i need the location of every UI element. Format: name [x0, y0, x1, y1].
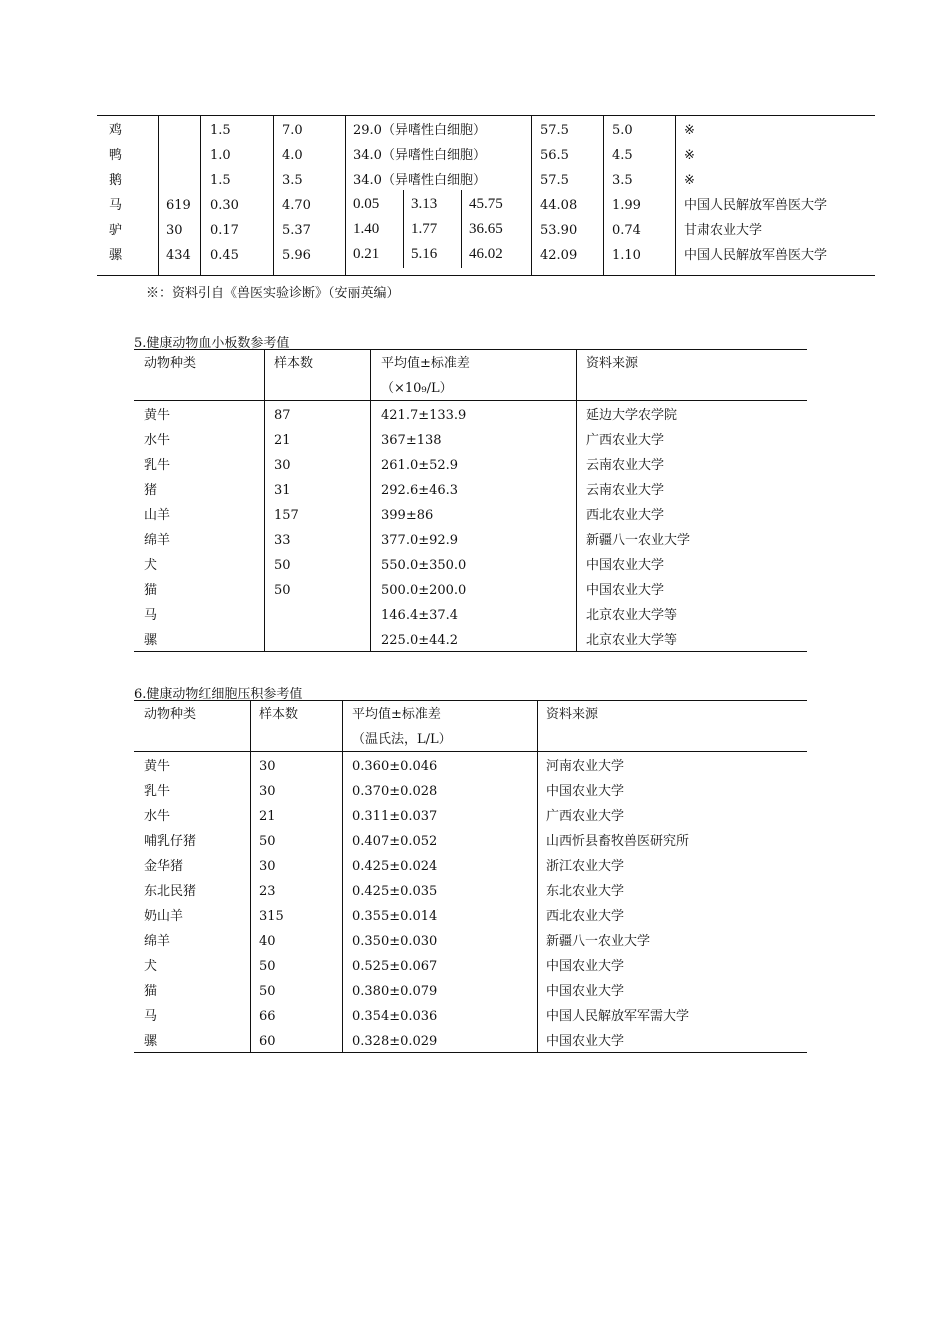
- table-rule: [134, 651, 807, 652]
- value-cell: 1.5: [210, 173, 231, 188]
- source-cell: 广西农业大学: [546, 809, 625, 824]
- table-rule: [97, 275, 875, 276]
- sample-size-cell: 30: [166, 223, 183, 238]
- source-cell: 中国农业大学: [586, 583, 665, 598]
- sample-size-cell: 434: [166, 248, 191, 263]
- value-cell: 0.05: [353, 196, 380, 212]
- column-divider: [250, 700, 251, 1052]
- table-rule: [134, 349, 807, 350]
- mean-sd-cell: 261.0±52.9: [381, 458, 459, 473]
- sample-size-cell: 66: [259, 1009, 276, 1024]
- animal-cell: 乳牛: [144, 784, 171, 799]
- column-divider: [537, 700, 538, 1052]
- table-rule: [97, 115, 875, 116]
- animal-cell: 绵羊: [144, 533, 171, 548]
- mean-sd-cell: 0.355±0.014: [352, 909, 438, 924]
- animal-cell: 黄牛: [144, 408, 171, 423]
- value-cell: 0.17: [210, 223, 239, 238]
- sample-size-cell: 60: [259, 1034, 276, 1049]
- value-cell: 0.30: [210, 198, 239, 213]
- mean-sd-cell: 0.525±0.067: [352, 959, 438, 974]
- sample-size-cell: 23: [259, 884, 276, 899]
- source-cell: 中国农业大学: [586, 558, 665, 573]
- source-cell: 新疆八一农业大学: [586, 533, 691, 548]
- header-source: 资料来源: [586, 356, 639, 371]
- source-cell: 广西农业大学: [586, 433, 665, 448]
- sample-size-cell: 50: [259, 959, 276, 974]
- header-unit: （×10₉/L）: [381, 381, 453, 396]
- animal-cell: 水牛: [144, 433, 171, 448]
- sample-size-cell: 30: [259, 759, 276, 774]
- animal-cell: 奶山羊: [144, 909, 184, 924]
- header-sample-size: 样本数: [259, 707, 299, 722]
- value-cell: 3.5: [612, 173, 633, 188]
- header-mean-sd: 平均值±标准差: [381, 356, 470, 371]
- column-divider: [342, 700, 343, 1052]
- animal-cell: 猫: [144, 984, 158, 999]
- source-cell: 云南农业大学: [586, 483, 665, 498]
- sample-size-cell: 315: [259, 909, 284, 924]
- animal-cell: 马: [109, 198, 123, 213]
- value-cell: 36.65: [469, 221, 503, 237]
- value-cell: 0.74: [612, 223, 641, 238]
- source-cell: ※: [684, 123, 695, 138]
- source-note: ※：资料引自《兽医实验诊断》（安丽英编）: [146, 286, 400, 301]
- source-cell: 中国农业大学: [546, 984, 625, 999]
- source-cell: 中国农业大学: [546, 784, 625, 799]
- animal-cell: 鸡: [109, 123, 123, 138]
- source-cell: 延边大学农学院: [586, 408, 678, 423]
- animal-cell: 猪: [144, 483, 158, 498]
- value-cell: 34.0（异嗜性白细胞）: [353, 148, 486, 163]
- value-cell: 0.21: [353, 246, 380, 262]
- column-divider: [345, 115, 346, 275]
- value-cell: 3.13: [411, 196, 438, 212]
- mean-sd-cell: 377.0±92.9: [381, 533, 459, 548]
- animal-cell: 骡: [144, 1034, 158, 1049]
- column-divider: [264, 349, 265, 651]
- mean-sd-cell: 292.6±46.3: [381, 483, 459, 498]
- source-cell: 山西忻县畜牧兽医研究所: [546, 834, 690, 849]
- value-cell: 0.45: [210, 248, 239, 263]
- header-animal: 动物种类: [144, 707, 197, 722]
- sample-size-cell: 87: [274, 408, 291, 423]
- value-cell: 7.0: [282, 123, 303, 138]
- animal-cell: 哺乳仔猪: [144, 834, 197, 849]
- sample-size-cell: 50: [274, 583, 291, 598]
- column-divider: [158, 115, 159, 275]
- animal-cell: 山羊: [144, 508, 171, 523]
- source-cell: 甘肃农业大学: [684, 223, 763, 238]
- value-cell: 5.96: [282, 248, 311, 263]
- animal-cell: 犬: [144, 558, 158, 573]
- source-cell: 浙江农业大学: [546, 859, 625, 874]
- column-divider: [461, 190, 462, 268]
- source-cell: 北京农业大学等: [586, 633, 678, 648]
- animal-cell: 马: [144, 608, 158, 623]
- source-cell: 中国农业大学: [546, 959, 625, 974]
- column-divider: [675, 115, 676, 275]
- table-rule: [134, 1052, 807, 1053]
- table-rule: [134, 700, 807, 701]
- value-cell: 4.70: [282, 198, 311, 213]
- value-cell: 1.77: [411, 221, 438, 237]
- value-cell: 4.0: [282, 148, 303, 163]
- sample-size-cell: 30: [259, 784, 276, 799]
- value-cell: 5.37: [282, 223, 311, 238]
- column-divider: [531, 115, 532, 275]
- sample-size-cell: 619: [166, 198, 191, 213]
- animal-cell: 骡: [144, 633, 158, 648]
- animal-cell: 驴: [109, 223, 123, 238]
- value-cell: 42.09: [540, 248, 578, 263]
- sample-size-cell: 33: [274, 533, 291, 548]
- mean-sd-cell: 550.0±350.0: [381, 558, 467, 573]
- sample-size-cell: 21: [259, 809, 276, 824]
- column-divider: [200, 115, 201, 275]
- column-divider: [576, 349, 577, 651]
- source-cell: ※: [684, 173, 695, 188]
- mean-sd-cell: 500.0±200.0: [381, 583, 467, 598]
- source-cell: ※: [684, 148, 695, 163]
- header-source: 资料来源: [546, 707, 599, 722]
- mean-sd-cell: 0.407±0.052: [352, 834, 438, 849]
- mean-sd-cell: 0.425±0.024: [352, 859, 438, 874]
- source-cell: 中国农业大学: [546, 1034, 625, 1049]
- animal-cell: 鸭: [109, 148, 123, 163]
- mean-sd-cell: 0.380±0.079: [352, 984, 438, 999]
- sample-size-cell: 31: [274, 483, 291, 498]
- animal-cell: 东北民猪: [144, 884, 197, 899]
- column-divider: [403, 190, 404, 268]
- value-cell: 1.5: [210, 123, 231, 138]
- value-cell: 56.5: [540, 148, 569, 163]
- animal-cell: 水牛: [144, 809, 171, 824]
- sample-size-cell: 21: [274, 433, 291, 448]
- animal-cell: 金华猪: [144, 859, 184, 874]
- animal-cell: 乳牛: [144, 458, 171, 473]
- column-divider: [273, 115, 274, 275]
- mean-sd-cell: 0.354±0.036: [352, 1009, 438, 1024]
- source-cell: 中国人民解放军兽医大学: [684, 198, 828, 213]
- source-cell: 中国人民解放军军需大学: [546, 1009, 690, 1024]
- sample-size-cell: 50: [259, 834, 276, 849]
- source-cell: 新疆八一农业大学: [546, 934, 651, 949]
- value-cell: 34.0（异嗜性白细胞）: [353, 173, 486, 188]
- value-cell: 1.0: [210, 148, 231, 163]
- mean-sd-cell: 0.370±0.028: [352, 784, 438, 799]
- header-mean-sd: 平均值±标准差: [352, 707, 441, 722]
- mean-sd-cell: 399±86: [381, 508, 434, 523]
- table-rule: [134, 400, 807, 401]
- value-cell: 1.99: [612, 198, 641, 213]
- header-sample-size: 样本数: [274, 356, 314, 371]
- mean-sd-cell: 367±138: [381, 433, 442, 448]
- animal-cell: 犬: [144, 959, 158, 974]
- value-cell: 5.0: [612, 123, 633, 138]
- sample-size-cell: 40: [259, 934, 276, 949]
- source-cell: 西北农业大学: [586, 508, 665, 523]
- platelet-table-title: 5.健康动物血小板数参考值: [134, 336, 290, 351]
- mean-sd-cell: 0.328±0.029: [352, 1034, 438, 1049]
- source-cell: 云南农业大学: [586, 458, 665, 473]
- animal-cell: 黄牛: [144, 759, 171, 774]
- source-cell: 中国人民解放军兽医大学: [684, 248, 828, 263]
- mean-sd-cell: 421.7±133.9: [381, 408, 467, 423]
- mean-sd-cell: 0.311±0.037: [352, 809, 438, 824]
- column-divider: [603, 115, 604, 275]
- value-cell: 46.02: [469, 246, 503, 262]
- header-unit: （温氏法，L/L）: [352, 732, 452, 747]
- animal-cell: 骡: [109, 248, 123, 263]
- source-cell: 河南农业大学: [546, 759, 625, 774]
- table-rule: [134, 751, 807, 752]
- value-cell: 3.5: [282, 173, 303, 188]
- source-cell: 东北农业大学: [546, 884, 625, 899]
- value-cell: 1.10: [612, 248, 641, 263]
- value-cell: 53.90: [540, 223, 578, 238]
- sample-size-cell: 30: [259, 859, 276, 874]
- mean-sd-cell: 0.350±0.030: [352, 934, 438, 949]
- mean-sd-cell: 225.0±44.2: [381, 633, 459, 648]
- sample-size-cell: 50: [274, 558, 291, 573]
- source-cell: 西北农业大学: [546, 909, 625, 924]
- mean-sd-cell: 0.425±0.035: [352, 884, 438, 899]
- value-cell: 4.5: [612, 148, 633, 163]
- value-cell: 44.08: [540, 198, 578, 213]
- animal-cell: 绵羊: [144, 934, 171, 949]
- animal-cell: 猫: [144, 583, 158, 598]
- sample-size-cell: 30: [274, 458, 291, 473]
- value-cell: 1.40: [353, 221, 380, 237]
- value-cell: 57.5: [540, 173, 569, 188]
- animal-cell: 马: [144, 1009, 158, 1024]
- source-cell: 北京农业大学等: [586, 608, 678, 623]
- mean-sd-cell: 0.360±0.046: [352, 759, 438, 774]
- value-cell: 57.5: [540, 123, 569, 138]
- sample-size-cell: 50: [259, 984, 276, 999]
- value-cell: 5.16: [411, 246, 438, 262]
- animal-cell: 鹅: [109, 173, 123, 188]
- value-cell: 29.0（异嗜性白细胞）: [353, 123, 486, 138]
- mean-sd-cell: 146.4±37.4: [381, 608, 459, 623]
- column-divider: [370, 349, 371, 651]
- sample-size-cell: 157: [274, 508, 299, 523]
- header-animal: 动物种类: [144, 356, 197, 371]
- hematocrit-table-title: 6.健康动物红细胞压积参考值: [134, 687, 303, 702]
- value-cell: 45.75: [469, 196, 503, 212]
